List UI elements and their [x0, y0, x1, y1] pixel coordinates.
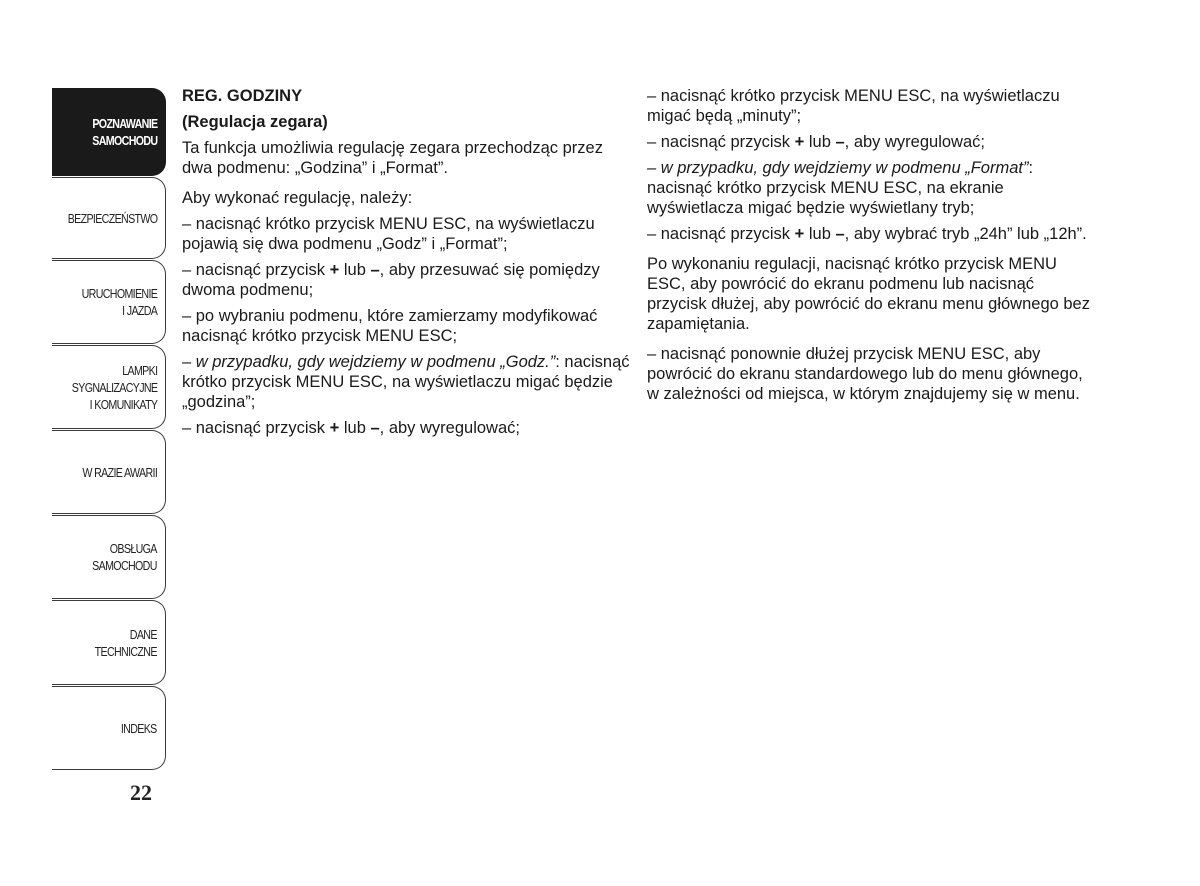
step-text: : nacisnąć krótko przycisk MENU ESC, na wyświetlaczu migać będzie „godzina”; [182, 353, 630, 411]
step-text: , aby wyregulować; [844, 133, 985, 151]
tab-label: URUCHOMIENIE I JAZDA [81, 286, 157, 318]
left-column [182, 86, 632, 444]
step-9 [647, 224, 1097, 244]
minus-symbol: – [835, 133, 845, 151]
paragraph-return: – nacisnąć ponownie dłużej przycisk MENU ESC, aby powrócić do ekranu standardowego lub do menu głównego, w zależności od miejsca, w którym znajdujemy się w menu. [647, 345, 1083, 403]
tab-label: BEZPIECZEŃSTWO [67, 210, 157, 226]
step-7 [647, 132, 1097, 152]
tab-label: W RAZIE AWARII [82, 464, 157, 480]
step-text: lub [804, 133, 836, 151]
step-text: – nacisnąć przycisk [182, 419, 330, 437]
step-text: – nacisnąć przycisk [647, 225, 795, 243]
step-1: – nacisnąć krótko przycisk MENU ESC, na wyświetlaczu pojawią się dwa podmenu „Godz” i „Format”; [182, 215, 595, 253]
minus-symbol: – [835, 225, 845, 243]
plus-symbol: + [329, 419, 340, 437]
step-2 [182, 260, 632, 300]
tab-uruchomienie-i-jazda[interactable] [52, 260, 166, 344]
tab-w-razie-awarii[interactable] [52, 430, 166, 514]
step-text: , aby przesuwać się pomiędzy dwoma podmenu; [182, 261, 600, 299]
tab-label: DANE TECHNICZNE [94, 626, 157, 659]
step-text: – nacisnąć przycisk [647, 133, 795, 151]
section-heading: REG. GODZINY [182, 87, 303, 105]
right-column [647, 86, 1097, 410]
tab-label: INDEKS [121, 720, 157, 736]
tab-obsluga-samochodu[interactable] [52, 515, 166, 599]
plus-symbol: + [794, 133, 805, 151]
step-italic: – w przypadku, gdy wejdziemy w podmenu „Godz.” [182, 353, 556, 371]
intro-paragraph: Ta funkcja umożliwia regulację zegara przechodząc przez dwa podmenu: „Godzina” i „Format”. [182, 139, 603, 177]
plus-symbol: + [329, 261, 340, 279]
step-8 [647, 158, 1097, 218]
step-text: , aby wybrać tryb „24h” lub „12h”. [844, 225, 1087, 243]
tab-label: OBSŁUGA SAMOCHODU [92, 541, 157, 573]
step-6: – nacisnąć krótko przycisk MENU ESC, na wyświetlaczu migać będą „minuty”; [647, 87, 1060, 125]
steps-intro: Aby wykonać regulację, należy: [182, 189, 413, 207]
step-text: lub [804, 225, 836, 243]
tab-label: LAMPKI SYGNALIZACYJNE I KOMUNIKATY [71, 362, 157, 412]
step-5 [182, 418, 632, 438]
section-subheading: (Regulacja zegara) [182, 113, 328, 131]
tab-indeks[interactable] [52, 686, 166, 770]
tab-label: POZNAWANIE SAMOCHODU [91, 116, 157, 148]
minus-symbol: – [370, 419, 380, 437]
page-number: 22 [130, 780, 152, 805]
step-3: – po wybraniu podmenu, które zamierzamy modyfikować nacisnąć krótko przycisk MENU ESC; [182, 307, 598, 345]
step-text: , aby wyregulować; [379, 419, 520, 437]
tab-dane-techniczne[interactable] [52, 600, 166, 685]
tab-poznawanie-samochodu[interactable] [52, 88, 166, 176]
step-italic: – w przypadku, gdy wejdziemy w podmenu „Format” [647, 159, 1029, 177]
step-text: : nacisnąć krótko przycisk MENU ESC, na ekranie wyświetlacza migać będzie wyświetlany tryb; [647, 159, 1034, 217]
step-text: lub [339, 261, 371, 279]
step-text: lub [339, 419, 371, 437]
paragraph-after-regulation: Po wykonaniu regulacji, nacisnąć krótko przycisk MENU ESC, aby powrócić do ekranu podmenu lub nacisnąć przycisk dłużej, aby powrócić do ekranu menu głównego bez zapamiętania. [647, 255, 1090, 333]
step-4 [182, 352, 632, 412]
step-text: – nacisnąć przycisk [182, 261, 330, 279]
minus-symbol: – [370, 261, 380, 279]
plus-symbol: + [794, 225, 805, 243]
tab-lampki-sygnalizacyjne[interactable] [52, 345, 166, 429]
tab-bezpieczenstwo[interactable] [52, 177, 166, 259]
